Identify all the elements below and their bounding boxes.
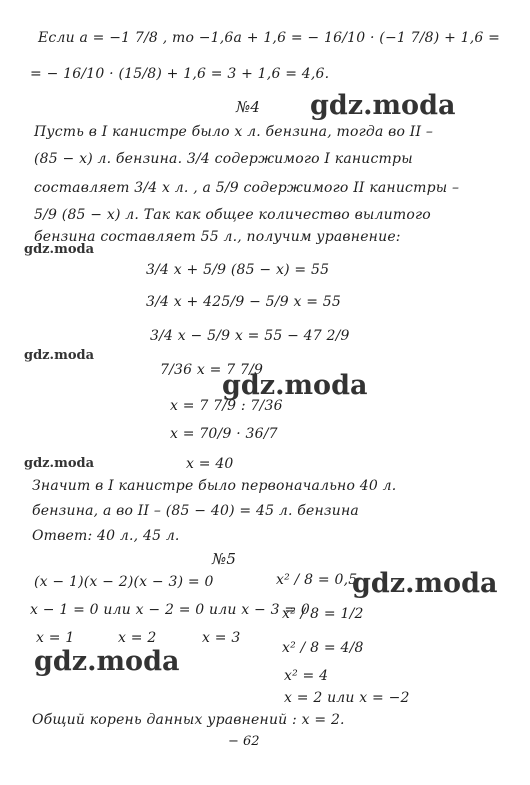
page-number: − 62	[228, 734, 260, 749]
text-line: составляет 3/4 x л. , а 5/9 содержимого II канистры –	[34, 180, 460, 196]
watermark: gdz.moda	[352, 568, 498, 599]
text-line-result: = − 16/10 · (15/8) + 1,6 = 3 + 1,6 = 4,6.	[30, 66, 330, 82]
equation-line: (x − 1)(x − 2)(x − 3) = 0	[34, 574, 214, 590]
task-number-4: №4	[236, 98, 261, 116]
text-line: Значит в I канистре было первоначально 40 л.	[32, 478, 397, 494]
equation-line: x = 2 или x = −2	[284, 690, 410, 706]
equation-line: x² = 4	[284, 668, 329, 684]
watermark: gdz.moda	[24, 348, 95, 363]
text-line: бензина составляет 55 л., получим уравнение:	[34, 229, 401, 245]
text-line-substitution: Если a = −1 7/8 , то −1,6a + 1,6 = − 16/10 · (−1 7/8) + 1,6 =	[38, 30, 501, 46]
root-1: x = 1	[36, 630, 75, 646]
text-line: (85 − x) л. бензина. 3/4 содержимого I канистры	[34, 151, 413, 167]
equation-line: x² / 8 = 1/2	[282, 606, 364, 622]
equation-line: 3/4 x − 5/9 x = 55 − 47 2/9	[150, 328, 350, 344]
watermark: gdz.moda	[24, 242, 95, 257]
root-3: x = 3	[202, 630, 241, 646]
watermark: gdz.moda	[24, 456, 95, 471]
equation-line: x² / 8 = 4/8	[282, 640, 364, 656]
text-line: 5/9 (85 − x) л. Так как общее количество вылитого	[34, 207, 431, 223]
equation-line: 3/4 x + 5/9 (85 − x) = 55	[146, 262, 330, 278]
watermark: gdz.moda	[34, 646, 180, 677]
equation-line: x² / 8 = 0,5	[276, 572, 358, 588]
text-line: Пусть в I канистре было x л. бензина, тогда во II –	[34, 124, 434, 140]
answer-line: Ответ: 40 л., 45 л.	[32, 528, 180, 544]
watermark: gdz.moda	[222, 370, 368, 401]
text-line: бензина, а во II – (85 − 40) = 45 л. бензина	[32, 503, 359, 519]
equation-line: 3/4 x + 425/9 − 5/9 x = 55	[146, 294, 342, 310]
root-2: x = 2	[118, 630, 157, 646]
watermark: gdz.moda	[310, 90, 456, 121]
equation-line: x = 40	[186, 456, 234, 472]
equation-line: x − 1 = 0 или x − 2 = 0 или x − 3 = 0	[30, 602, 311, 618]
task-number-5: №5	[212, 550, 237, 568]
equation-line: 7/36 x = 7 7/9	[160, 362, 264, 378]
conclusion-line: Общий корень данных уравнений : x = 2.	[32, 712, 345, 728]
equation-line: x = 7 7/9 : 7/36	[170, 398, 283, 414]
equation-line: x = 70/9 · 36/7	[170, 426, 278, 442]
